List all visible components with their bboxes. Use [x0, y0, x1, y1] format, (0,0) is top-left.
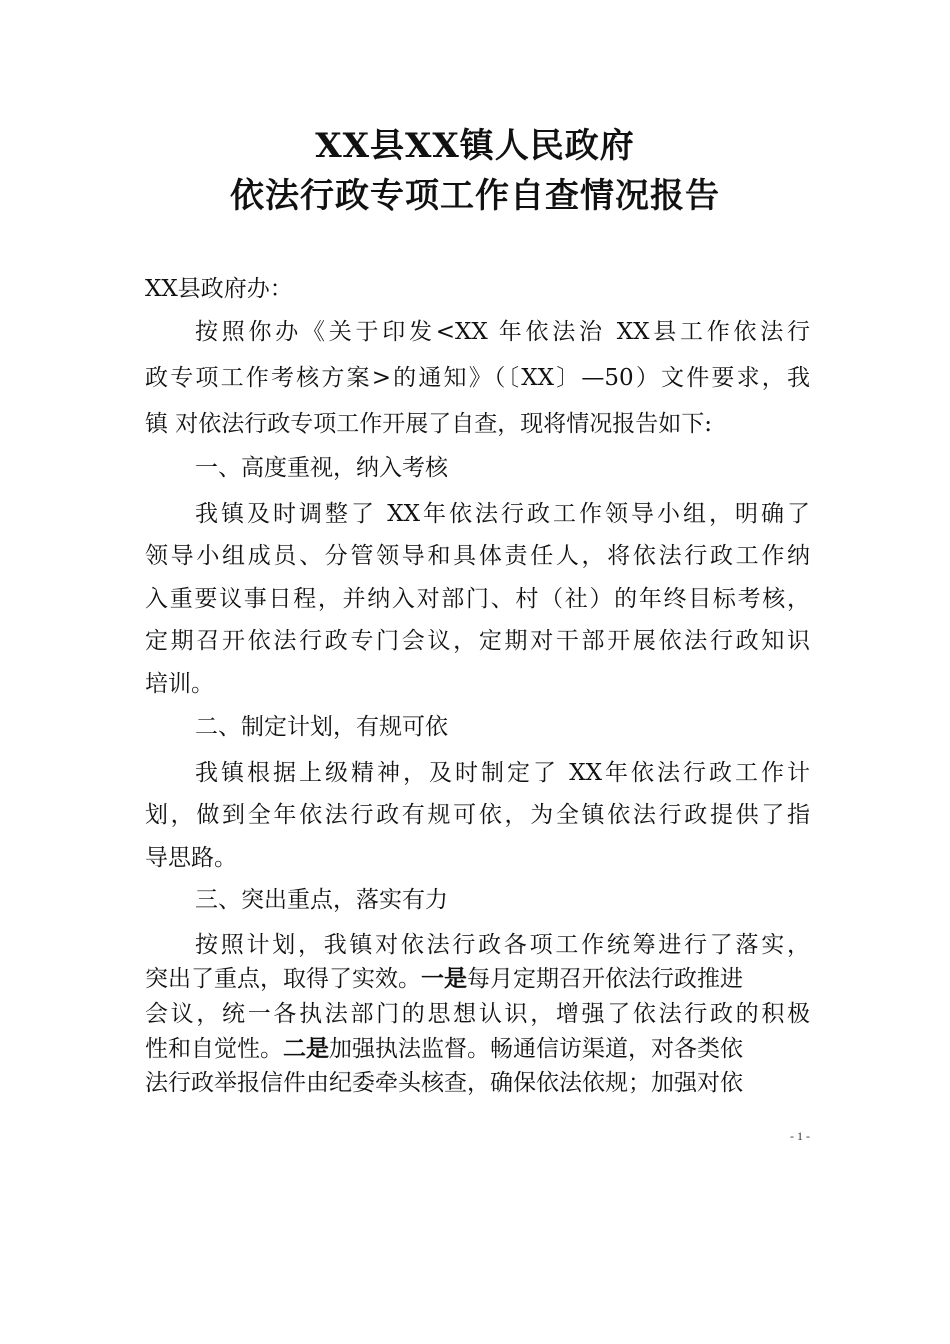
page-number: - 1 -: [790, 1129, 810, 1143]
section-1-heading: 一、高度重视，纳入考核: [195, 455, 448, 481]
section-1-line-5: 培训。: [145, 671, 214, 697]
section-1-line-3: 入重要议事日程，并纳入对部门、村（社）的年终目标考核，: [145, 586, 810, 612]
section-3-line-2-post: 每月定期召开依法行政推进: [467, 966, 743, 992]
section-3-line-5: 法行政举报信件由纪委牵头核查，确保依法依规；加强对依: [145, 1070, 743, 1096]
emphasis-second: 二是: [283, 1036, 329, 1062]
section-3-line-4-pre: 性和自觉性。: [145, 1036, 283, 1062]
section-3-line-3: 会议，统一各执法部门的思想认识，增强了依法行政的积极: [145, 1001, 810, 1027]
emphasis-first: 一是: [421, 966, 467, 992]
intro-line-3: 镇 对依法行政专项工作开展了自查，现将情况报告如下:: [145, 411, 713, 437]
title-line-1: XX县XX镇人民政府: [315, 126, 635, 166]
section-1-line-2: 领导小组成员、分管领导和具体责任人，将依法行政工作纳: [145, 543, 810, 569]
intro-line-1: 按照你办《关于印发<XX 年依法治 XX县工作依法行: [195, 319, 810, 345]
salutation: XX县政府办：: [145, 276, 293, 302]
section-1-line-1: 我镇及时调整了 XX年依法行政工作领导小组，明确了: [195, 501, 810, 527]
section-3-line-4-post: 加强执法监督。畅通信访渠道，对各类依: [329, 1036, 743, 1062]
intro-line-2: 政专项工作考核方案>的通知》（〔XX〕—50）文件要求，我: [145, 365, 810, 391]
section-3-line-1: 按照计划，我镇对依法行政各项工作统筹进行了落实，: [195, 932, 810, 958]
title-line-2: 依法行政专项工作自查情况报告: [230, 176, 720, 216]
section-3-line-2: [145, 964, 810, 994]
section-3-line-4: [145, 1034, 810, 1064]
section-2-line-1: 我镇根据上级精神，及时制定了 XX年依法行政工作计: [195, 760, 810, 786]
section-1-line-4: 定期召开依法行政专门会议，定期对干部开展依法行政知识: [145, 628, 810, 654]
section-3-heading: 三、突出重点，落实有力: [195, 887, 448, 913]
section-2-line-2: 划，做到全年依法行政有规可依，为全镇依法行政提供了指: [145, 802, 810, 828]
section-3-line-2-pre: 突出了重点，取得了实效。: [145, 966, 421, 992]
section-2-line-3: 导思路。: [145, 845, 237, 871]
section-2-heading: 二、制定计划，有规可依: [195, 714, 448, 740]
